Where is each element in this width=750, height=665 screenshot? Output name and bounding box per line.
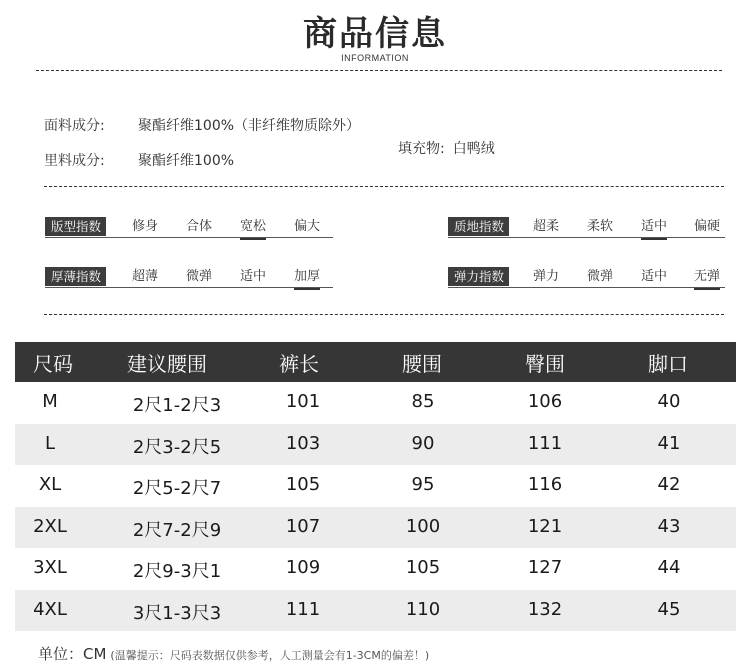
table-cell: 40	[657, 391, 681, 412]
table-cell: 42	[657, 474, 681, 495]
index-label: 质地指数	[448, 217, 509, 236]
index-option: 柔软	[587, 219, 614, 234]
unit-label: 单位：CM	[38, 645, 107, 663]
table-cell: 2尺1-2尺3	[132, 395, 222, 416]
header-cell: 建议腰围	[127, 352, 207, 376]
table-cell: 41	[657, 432, 681, 454]
index-option: 适中	[641, 215, 667, 234]
lining-value: 聚酯纤维100%	[138, 153, 235, 169]
table-cell: XL	[38, 474, 62, 495]
table-cell: 127	[527, 557, 563, 578]
table-cell: 3XL	[33, 557, 67, 578]
table-cell: L	[44, 432, 56, 454]
index-option: 宽松	[240, 215, 266, 234]
lining-label: 里料成分:	[44, 153, 105, 169]
filling-row	[398, 138, 495, 158]
page-title: 商品信息	[303, 14, 447, 54]
index-option: 修身	[132, 219, 159, 234]
table-cell: 4XL	[33, 598, 67, 620]
index-option: 偏大	[294, 219, 321, 234]
divider	[44, 314, 724, 315]
divider	[36, 70, 722, 71]
table-cell: 85	[411, 391, 435, 412]
page-subtitle: INFORMATION	[341, 53, 409, 63]
index-label: 厚薄指数	[45, 267, 106, 286]
table-cell: 3尺1-3尺3	[132, 602, 222, 624]
index-option: 加厚	[294, 265, 320, 284]
index-option: 超薄	[132, 269, 159, 284]
table-cell: 2尺3-2尺5	[132, 436, 222, 458]
index-option: 适中	[641, 269, 668, 284]
tip-text: (温馨提示：尺码表数据仅供参考，人工测量会有1-3CM的偏差！)	[110, 649, 430, 662]
table-cell: 101	[285, 391, 321, 412]
index-label: 版型指数	[45, 217, 106, 236]
table-cell: 2尺5-2尺7	[132, 478, 222, 499]
index-line	[45, 287, 333, 288]
index-row-elasticity	[448, 264, 725, 290]
index-option: 无弹	[694, 265, 720, 284]
table-row	[15, 424, 736, 466]
table-row	[15, 382, 736, 424]
lining-row	[44, 150, 234, 170]
index-option: 弹力	[533, 269, 560, 284]
filling-label: 填充物:	[398, 141, 445, 157]
table-cell: 103	[285, 432, 321, 454]
table-cell: 107	[285, 515, 321, 537]
header-cell: 脚口	[648, 352, 688, 376]
table-row	[15, 465, 736, 507]
index-line	[448, 237, 725, 238]
table-cell: 105	[405, 557, 441, 578]
size-table	[15, 342, 736, 631]
header-cell: 臀围	[525, 352, 565, 376]
table-cell: 106	[527, 391, 563, 412]
index-line	[45, 237, 333, 238]
table-cell: 100	[405, 515, 441, 537]
table-cell: 2尺9-3尺1	[132, 561, 222, 582]
size-table-header	[15, 342, 736, 382]
index-option: 超柔	[533, 219, 560, 234]
table-cell: 110	[405, 598, 441, 620]
table-cell: 132	[527, 598, 563, 620]
table-row	[15, 507, 736, 549]
index-option: 偏硬	[694, 219, 721, 234]
index-option: 适中	[240, 269, 267, 284]
table-cell: 109	[285, 557, 321, 578]
table-cell: 121	[527, 515, 563, 537]
table-cell: 111	[285, 598, 321, 620]
table-cell: 111	[527, 432, 563, 454]
divider	[44, 186, 724, 187]
table-cell: 2尺7-2尺9	[132, 519, 222, 541]
table-cell: 2XL	[33, 515, 67, 537]
table-cell: 105	[285, 474, 321, 495]
table-cell: M	[42, 391, 58, 412]
footer-note	[38, 643, 429, 664]
index-option: 微弹	[587, 269, 614, 284]
header-cell: 腰围	[402, 352, 442, 376]
table-row	[15, 590, 736, 632]
index-row-texture	[448, 214, 725, 240]
table-cell: 90	[411, 432, 435, 454]
table-cell: 45	[657, 598, 681, 620]
index-option: 微弹	[186, 269, 213, 284]
face-fabric-label: 面料成分:	[44, 118, 105, 134]
index-row-fit	[45, 214, 333, 240]
header-cell: 裤长	[279, 352, 319, 376]
table-cell: 116	[527, 474, 563, 495]
index-line	[448, 287, 725, 288]
header-cell: 尺码	[33, 352, 73, 376]
face-fabric-row	[44, 115, 360, 135]
index-label: 弹力指数	[448, 267, 509, 286]
face-fabric-value: 聚酯纤维100%（非纤维物质除外）	[138, 118, 361, 134]
table-cell: 43	[657, 515, 681, 537]
index-option: 合体	[186, 219, 213, 234]
table-cell: 44	[657, 557, 681, 578]
table-cell: 95	[411, 474, 435, 495]
table-row	[15, 548, 736, 590]
index-row-thickness	[45, 264, 333, 290]
filling-value: 白鸭绒	[452, 141, 495, 157]
